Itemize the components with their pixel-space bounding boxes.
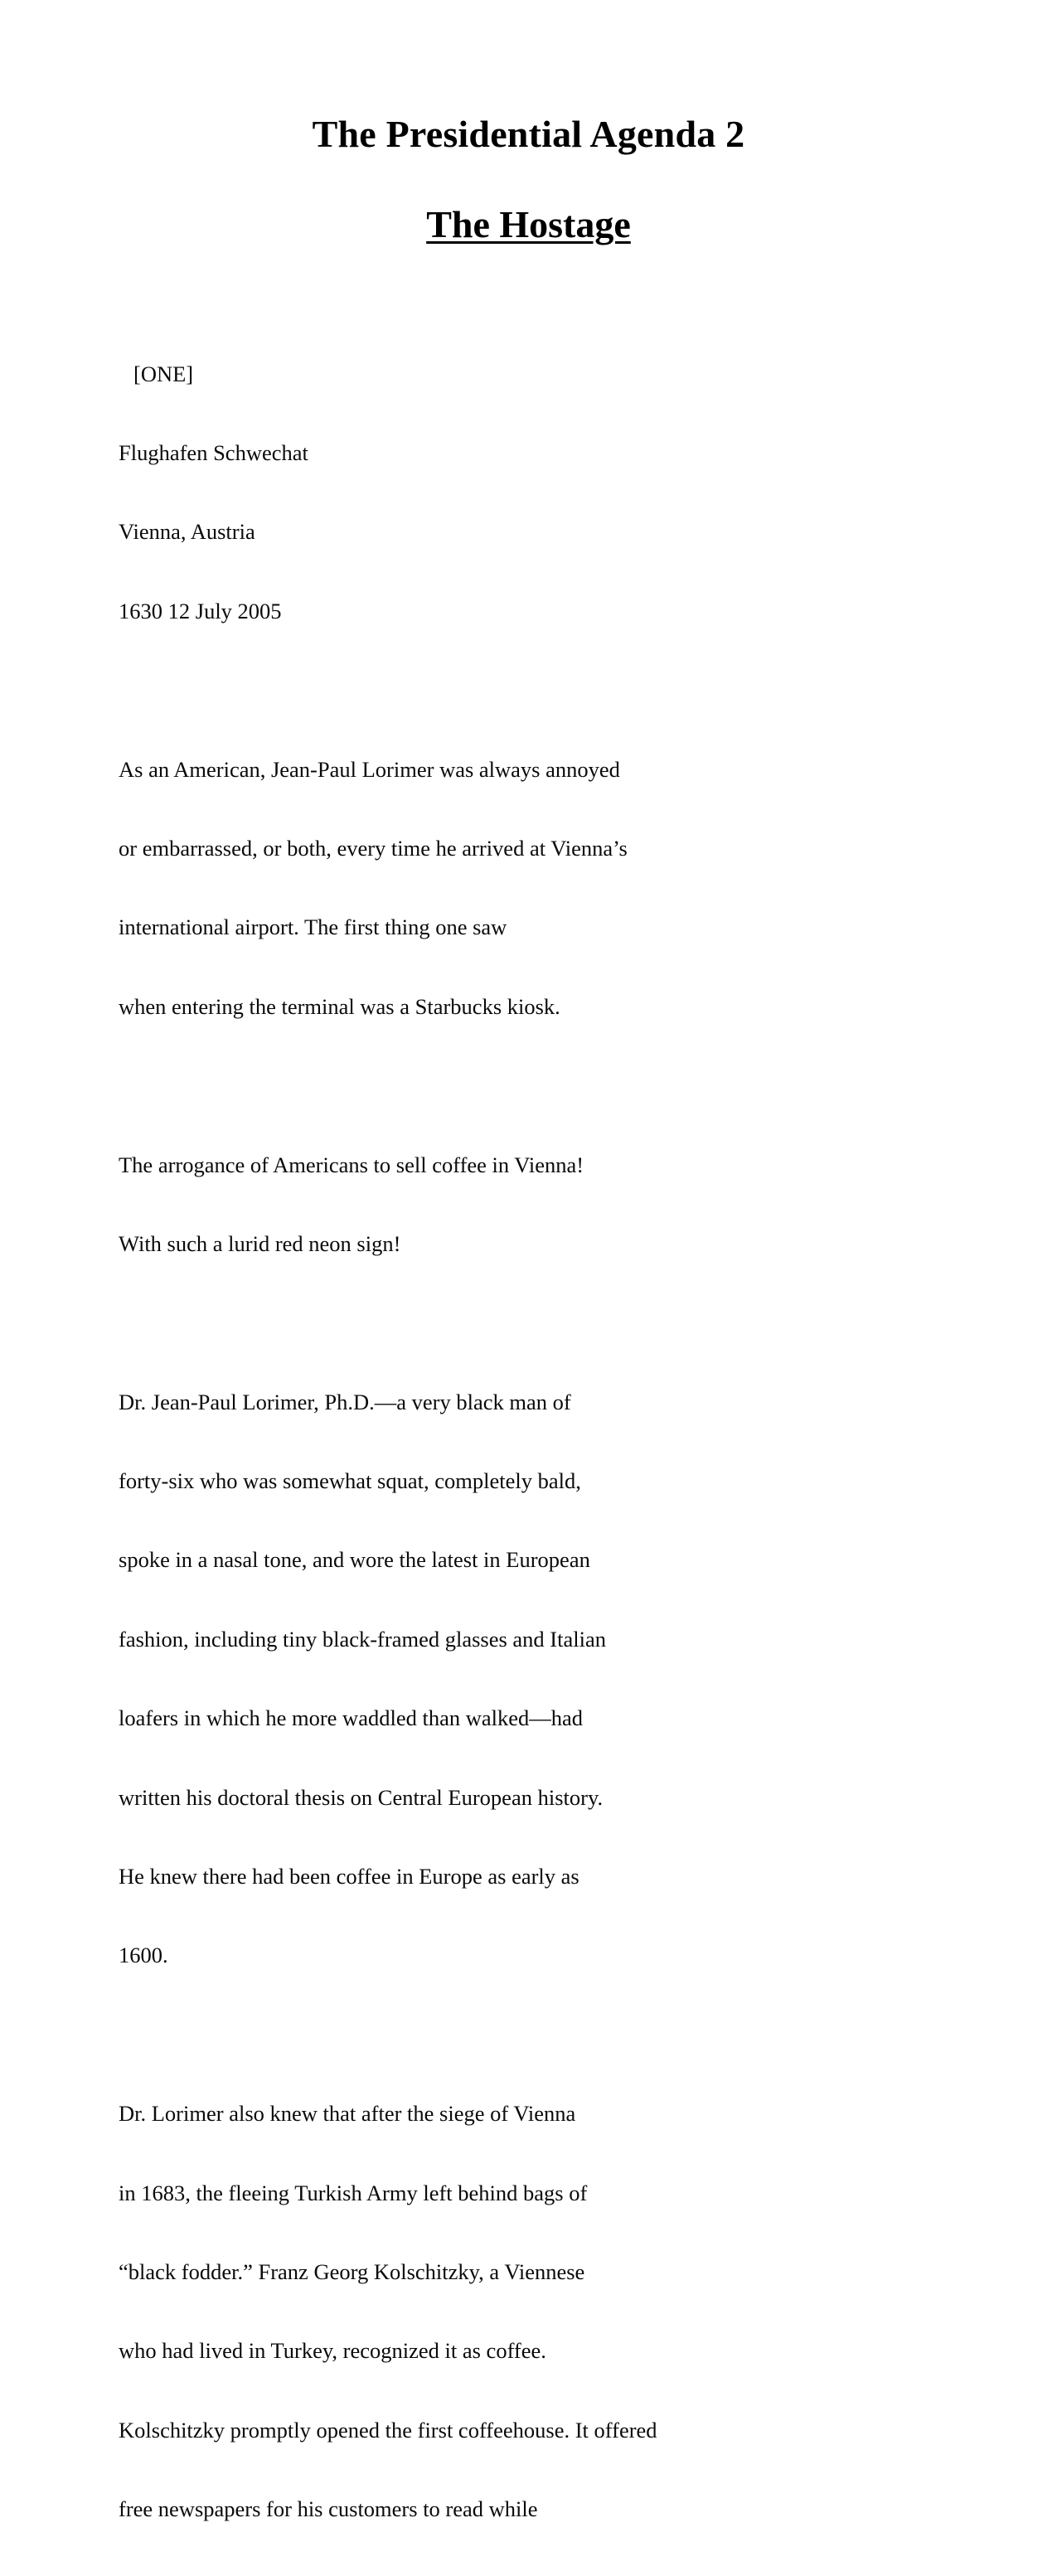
scene-slug xyxy=(119,308,865,677)
paragraph-line: in 1683, the fleeing Turkish Army left behind bags of xyxy=(119,2180,588,2205)
paragraph-line: or embarrassed, or both, every time he arrived at Vienna’s xyxy=(119,835,628,861)
paragraph-line: forty-six who was somewhat squat, completely bald, xyxy=(119,1468,581,1494)
body-paragraph xyxy=(119,1099,865,1310)
body-paragraph xyxy=(119,2049,865,2576)
page-title: The Presidential Agenda 2 xyxy=(312,113,745,155)
paragraph-line: free newspapers for his customers to read while xyxy=(119,2496,538,2522)
paragraph-line: who had lived in Turkey, recognized it as coffee. xyxy=(119,2338,546,2364)
paragraph-line: The arrogance of Americans to sell coffee in Vienna! xyxy=(119,1152,584,1177)
paragraph-line: fashion, including tiny black-framed glasses and Italian xyxy=(119,1626,606,1652)
paragraph-line: He knew there had been coffee in Europe as early as xyxy=(119,1864,579,1890)
page-subtitle-text: The Hostage xyxy=(426,202,631,245)
paragraph-line: written his doctoral thesis on Central European history. xyxy=(119,1784,604,1810)
paragraph-line: Dr. Lorimer also knew that after the siege of Vienna xyxy=(119,2101,576,2127)
paragraph-line: Dr. Jean-Paul Lorimer, Ph.D.—a very black man of xyxy=(119,1389,571,1414)
body-paragraph xyxy=(119,1337,865,2022)
paragraph-line: As an American, Jean-Paul Lorimer was always annoyed xyxy=(119,756,620,782)
paragraph-line: 1600. xyxy=(119,1943,168,1968)
paragraph-line: Kolschitzky promptly opened the first coffeehouse. It offered xyxy=(119,2417,657,2443)
slug-city: Vienna, Austria xyxy=(119,519,255,545)
scene-marker: [ONE] xyxy=(133,361,194,386)
paragraph-line: international airport. The first thing one saw xyxy=(119,914,507,940)
paragraph-line: when entering the terminal was a Starbucks kiosk. xyxy=(119,993,560,1019)
page-subtitle xyxy=(0,157,1057,247)
document-body xyxy=(119,308,865,2576)
paragraph-line: spoke in a nasal tone, and wore the latest in European xyxy=(119,1547,590,1573)
slug-location: Flughafen Schwechat xyxy=(119,439,308,465)
paragraph-line: “black fodder.” Franz Georg Kolschitzky, a Viennese xyxy=(119,2258,585,2284)
slug-datetime: 1630 12 July 2005 xyxy=(119,598,282,623)
body-paragraph xyxy=(119,704,865,1073)
paragraph-line: With such a lurid red neon sign! xyxy=(119,1230,401,1256)
paragraph-line: loafers in which he more waddled than walked—had xyxy=(119,1705,583,1731)
